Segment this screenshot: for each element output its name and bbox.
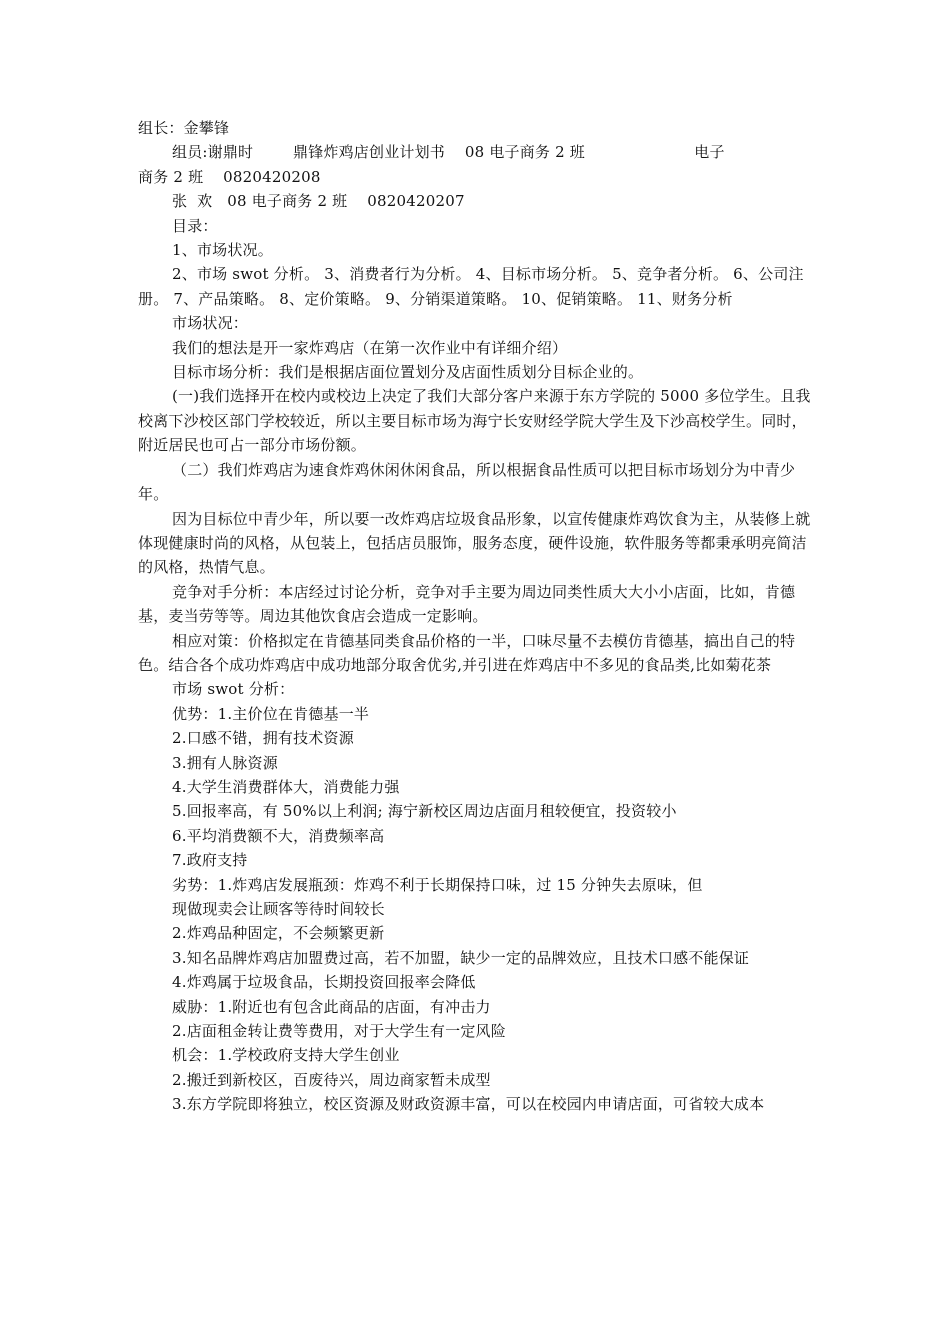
weakness-item-1: 劣势：1.炸鸡店发展瓶颈：炸鸡不利于长期保持口味，过 15 分钟失去原味，但 [172,875,703,894]
swot-section-title: 市场 swot 分析： [172,680,295,699]
opportunity-item-1: 机会：1.学校政府支持大学生创业 [172,1046,400,1065]
strength-item-7: 7.政府支持 [172,851,248,870]
strength-item-3: 3.拥有人脉资源 [172,753,278,772]
target-market-point-1: (一)我们选择开在校内或校边上决定了我们大部分客户来源于东方学院的 5000 多位学生。且我校离下沙校区部门学校较近，所以主要目标市场为海宁长安财经学院大学生及下沙高校学生。同时，附近居民也可占一部分市场份额。 [138,387,811,455]
strength-item-1: 优势：1.主价位在肯德基一半 [172,704,370,723]
countermeasure-paragraph: 相应对策：价格拟定在肯德基同类食品价格的一半，口味尽量不去模仿肯德基，搞出自己的特色。结合各个成功炸鸡店中成功地部分取舍优劣,并引进在炸鸡店中不多见的食品类,比如菊花茶 [138,631,796,674]
toc-item-1: 1、市场状况。 [172,241,273,260]
weakness-item-2: 2.炸鸡品种固定，不会频繁更新 [172,924,385,943]
threat-item-1: 威胁：1.附近也有包含此商品的店面，有冲击力 [172,997,491,1016]
weakness-item-1-continued: 现做现卖会让顾客等待时间较长 [172,900,385,918]
strength-item-6: 6.平均消费额不大，消费频率高 [172,826,385,845]
threat-item-2: 2.店面租金转让费等费用，对于大学生有一定风险 [172,1022,506,1041]
opportunity-item-3: 3.东方学院即将独立，校区资源及财政资源丰富，可以在校园内申请店面，可省较大成本 [172,1095,765,1114]
target-market-point-2: （二）我们炸鸡店为速食炸鸡休闲休闲食品，所以根据食品性质可以把目标市场划分为中青少年。 [138,460,796,504]
weakness-item-4: 4.炸鸡属于垃圾食品，长期投资回报率会降低 [172,973,476,992]
document-body [138,116,814,1117]
strength-item-5: 5.回报率高，有 50%以上利润; 海宁新校区周边店面月租较便宜，投资较小 [172,802,677,821]
strength-item-4: 4.大学生消费群体大，消费能力强 [172,777,400,796]
target-market-intro: 目标市场分析：我们是根据店面位置划分及店面性质划分目标企业的。 [172,363,644,382]
opportunity-item-2: 2.搬迁到新校区，百废待兴，周边商家暂未成型 [172,1070,491,1089]
toc-items: 2、市场 swot 分析。 3、消费者行为分析。 4、目标市场分析。 5、竞争者分析。 6、公司注册。 7、产品策略。 8、定价策略。 9、分销渠道策略。 10、促销策略。 11、财务分析 [138,265,804,308]
market-section-title: 市场状况： [172,314,249,333]
weakness-item-3: 3.知名品牌炸鸡店加盟费过高，若不加盟，缺少一定的品牌效应，且技术口感不能保证 [172,948,750,967]
positioning-paragraph: 因为目标位中青少年，所以要一改炸鸡店垃圾食品形象，以宣传健康炸鸡饮食为主，从装修上就体现健康时尚的风格，从包装上，包括店员服饰，服务态度，硬件设施，软件服务等都秉承明亮简洁的风格，热情气息。 [138,509,811,577]
competitor-analysis-paragraph: 竞争对手分析：本店经过讨论分析，竞争对手主要为周边同类性质大大小小店面，比如，肯德基，麦当劳等等。周边其他饮食店会造成一定影响。 [138,582,796,626]
strength-item-2: 2.口感不错，拥有技术资源 [172,729,354,748]
member-line-1: 组员:谢鼎时 鼎锋炸鸡店创业计划书 08 电子商务 2 班 电子 [172,143,725,162]
market-idea-paragraph: 我们的想法是开一家炸鸡店（在第一次作业中有详细介绍） [172,338,568,357]
member-line-2: 商务 2 班 0820420208 [138,167,321,186]
member-line-3: 张 欢 08 电子商务 2 班 0820420207 [172,192,465,211]
leader-line: 组长：金攀锋 [138,119,230,137]
toc-title: 目录： [172,216,218,235]
